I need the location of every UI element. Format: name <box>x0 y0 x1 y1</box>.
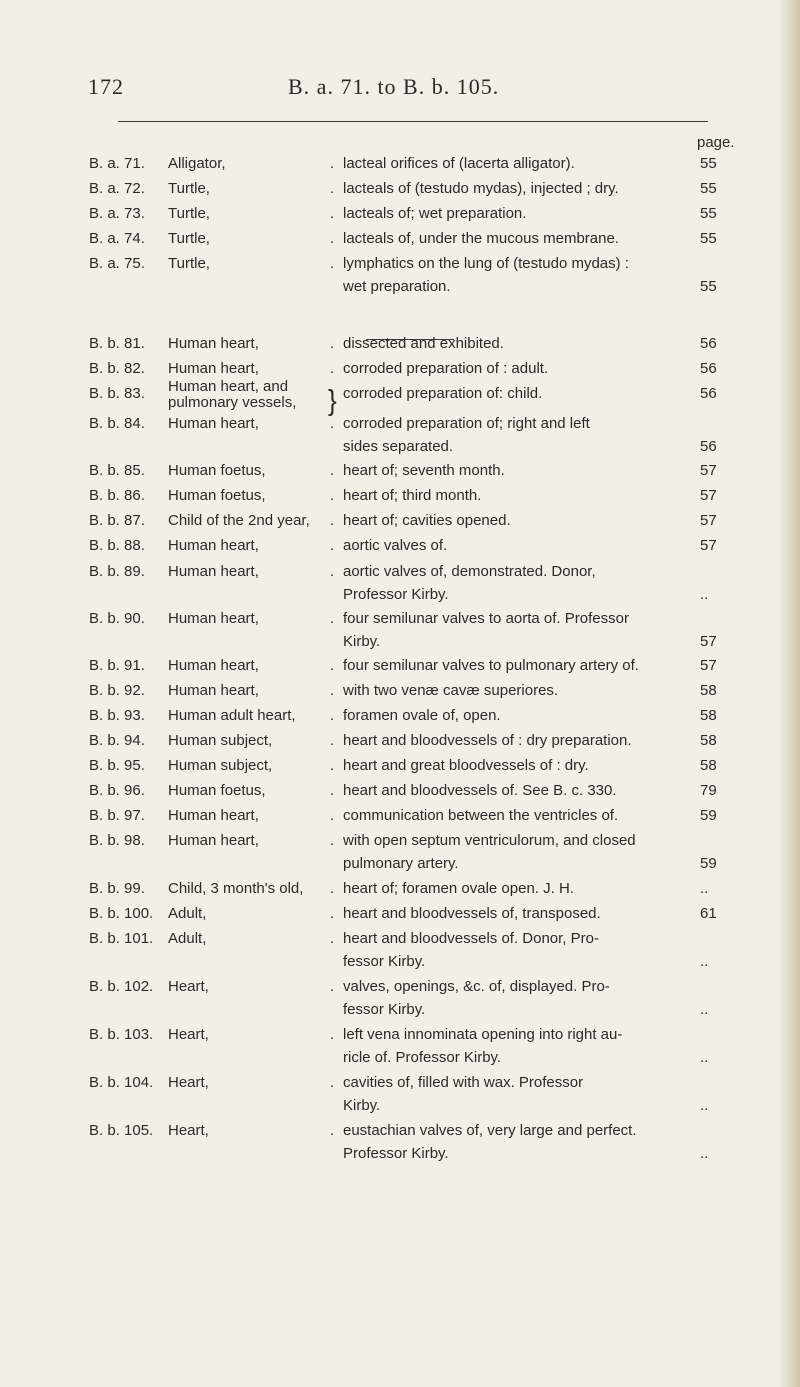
entry-subject: Human heart, <box>168 682 259 699</box>
leader-dot: . <box>330 462 335 479</box>
leader-dot: . <box>330 180 335 197</box>
entry-page-number: 55 <box>700 155 717 172</box>
entry-page-number: 56 <box>700 438 717 455</box>
entry-reference: B. b. 99. <box>89 880 145 897</box>
entry-subject: Human heart, <box>168 563 259 580</box>
entry-description: heart of; seventh month. <box>343 462 505 479</box>
entry-subject: Human foetus, <box>168 487 266 504</box>
entry-description: Professor Kirby. <box>343 586 449 603</box>
entry-description: fessor Kirby. <box>343 1001 426 1018</box>
entry-subject: Human foetus, <box>168 462 266 479</box>
running-title: B. a. 71. to B. b. 105. <box>288 74 500 99</box>
entry-reference: B. b. 95. <box>89 757 145 774</box>
entry-description: aortic valves of, demonstrated. Donor, <box>343 563 596 580</box>
entry-page-number: 61 <box>700 905 717 922</box>
brace-glyph: } <box>328 383 337 417</box>
page-number: 172 <box>88 74 124 99</box>
entry-subject: Child, 3 month's old, <box>168 880 304 897</box>
leader-dot: . <box>330 610 335 627</box>
catalogue-entry <box>0 930 800 976</box>
entry-description: heart of; third month. <box>343 487 482 504</box>
entry-subject: Human foetus, <box>168 782 266 799</box>
entry-description: Professor Kirby. <box>343 1145 449 1162</box>
entry-page-number: .. <box>700 953 709 970</box>
entry-subject: Human heart, <box>168 360 259 377</box>
entry-subject: Child of the 2nd year, <box>168 512 310 529</box>
entry-description: valves, openings, &c. of, displayed. Pro- <box>343 978 610 995</box>
entry-page-number: 57 <box>700 487 717 504</box>
entry-description: eustachian valves of, very large and perfect. <box>343 1122 637 1139</box>
entry-page-number: .. <box>700 586 709 603</box>
entry-description: left vena innominata opening into right au- <box>343 1026 623 1043</box>
leader-dot: . <box>330 205 335 222</box>
leader-dot: . <box>330 155 335 172</box>
entry-description: fessor Kirby. <box>343 953 426 970</box>
entry-description: sides separated. <box>343 438 454 455</box>
entry-page-number: .. <box>700 1097 709 1114</box>
entry-description: four semilunar valves to aorta of. Professor <box>343 610 629 627</box>
entry-reference: B. b. 88. <box>89 537 145 554</box>
leader-dot: . <box>330 255 335 272</box>
entry-subject: Heart, <box>168 1026 209 1043</box>
header-rule <box>118 121 708 122</box>
entry-subject: Turtle, <box>168 180 210 197</box>
entry-page-number: 57 <box>700 633 717 650</box>
entry-reference: B. b. 85. <box>89 462 145 479</box>
entry-page-number: 79 <box>700 782 717 799</box>
entry-description: communication between the ventricles of. <box>343 807 619 824</box>
catalogue-entry <box>0 1122 800 1168</box>
catalogue-entry <box>0 1026 800 1072</box>
entry-description: Kirby. <box>343 1097 381 1114</box>
entry-subject: Human heart, <box>168 657 259 674</box>
leader-dot: . <box>330 707 335 724</box>
entry-subject: Adult, <box>168 930 207 947</box>
entry-reference: B. b. 83. <box>89 385 145 402</box>
entry-reference: B. b. 104. <box>89 1074 154 1091</box>
catalogue-entry <box>0 563 800 609</box>
entry-description: lacteal orifices of (lacerta alligator). <box>343 155 575 172</box>
leader-dot: . <box>330 732 335 749</box>
entry-page-number: .. <box>700 1145 709 1162</box>
catalogue-entry <box>0 1074 800 1120</box>
entry-description: heart and bloodvessels of, transposed. <box>343 905 601 922</box>
entry-page-number: 58 <box>700 757 717 774</box>
entry-page-number: 57 <box>700 512 717 529</box>
catalogue-entry <box>0 255 800 301</box>
entry-reference: B. b. 87. <box>89 512 145 529</box>
leader-dot: . <box>330 335 335 352</box>
leader-dot: . <box>330 832 335 849</box>
entry-reference: B. b. 92. <box>89 682 145 699</box>
entry-page-number: 58 <box>700 682 717 699</box>
entry-description: lacteals of (testudo mydas), injected ; dry. <box>343 180 619 197</box>
entry-description: pulmonary artery. <box>343 855 459 872</box>
entry-page-number: 57 <box>700 537 717 554</box>
entry-description: heart and bloodvessels of. See B. c. 330. <box>343 782 617 799</box>
entry-subject: Human heart, <box>168 537 259 554</box>
entry-reference: B. b. 84. <box>89 415 145 432</box>
leader-dot: . <box>330 360 335 377</box>
entry-description: wet preparation. <box>343 278 451 295</box>
leader-dot: . <box>330 682 335 699</box>
entry-page-number: 57 <box>700 462 717 479</box>
entry-reference: B. a. 73. <box>89 205 145 222</box>
leader-dot: . <box>330 537 335 554</box>
leader-dot: . <box>330 563 335 580</box>
entry-page-number: 57 <box>700 657 717 674</box>
entry-reference: B. b. 91. <box>89 657 145 674</box>
entry-subject: Heart, <box>168 1074 209 1091</box>
entry-reference: B. b. 93. <box>89 707 145 724</box>
entry-description: heart of; foramen ovale open. J. H. <box>343 880 574 897</box>
entry-description: lacteals of, under the mucous membrane. <box>343 230 619 247</box>
entry-reference: B. b. 90. <box>89 610 145 627</box>
entry-page-number: .. <box>700 1049 709 1066</box>
entry-description: four semilunar valves to pulmonary artery of. <box>343 657 639 674</box>
entry-reference: B. a. 72. <box>89 180 145 197</box>
entry-subject: Turtle, <box>168 255 210 272</box>
entry-page-number: 55 <box>700 278 717 295</box>
leader-dot: . <box>330 880 335 897</box>
entry-description: corroded preparation of; right and left <box>343 415 590 432</box>
entry-subject: Human heart, <box>168 832 259 849</box>
entry-subject: Turtle, <box>168 205 210 222</box>
running-head <box>0 74 800 114</box>
entry-page-number: 59 <box>700 807 717 824</box>
entry-subject: Human heart, <box>168 415 259 432</box>
leader-dot: . <box>330 487 335 504</box>
catalogue-entry <box>0 415 800 461</box>
entry-description: dissected and exhibited. <box>343 335 504 352</box>
entry-description: foramen ovale of, open. <box>343 707 501 724</box>
entry-description: corroded preparation of : adult. <box>343 360 549 377</box>
entry-description: heart of; cavities opened. <box>343 512 511 529</box>
entry-subject: Turtle, <box>168 230 210 247</box>
leader-dot: . <box>330 807 335 824</box>
entry-reference: B. a. 75. <box>89 255 145 272</box>
entry-page-number: .. <box>700 880 709 897</box>
entry-page-number: 56 <box>700 335 717 352</box>
entry-description: cavities of, filled with wax. Professor <box>343 1074 584 1091</box>
entry-subject: Human heart, <box>168 610 259 627</box>
entry-page-number: 58 <box>700 732 717 749</box>
entry-reference: B. b. 100. <box>89 905 154 922</box>
entry-reference: B. b. 103. <box>89 1026 154 1043</box>
leader-dot: . <box>330 512 335 529</box>
entry-reference: B. b. 82. <box>89 360 145 377</box>
entry-reference: B. b. 101. <box>89 930 154 947</box>
entry-description: heart and bloodvessels of. Donor, Pro- <box>343 930 599 947</box>
entry-page-number: 55 <box>700 205 717 222</box>
leader-dot: . <box>330 415 335 432</box>
page-column-label: page. <box>697 134 735 151</box>
entry-description: corroded preparation of: child. <box>343 385 543 402</box>
entry-subject: Heart, <box>168 1122 209 1139</box>
entry-reference: B. a. 71. <box>89 155 145 172</box>
entry-subject: Human subject, <box>168 757 273 774</box>
entry-reference: B. b. 98. <box>89 832 145 849</box>
entry-reference: B. b. 105. <box>89 1122 154 1139</box>
leader-dot: . <box>330 1074 335 1091</box>
leader-dot: . <box>330 1122 335 1139</box>
entry-subject: Adult, <box>168 905 207 922</box>
entry-page-number: 55 <box>700 230 717 247</box>
entry-subject: Human heart, <box>168 807 259 824</box>
entry-description: heart and great bloodvessels of : dry. <box>343 757 589 774</box>
entry-reference: B. b. 89. <box>89 563 145 580</box>
entry-page-number: 58 <box>700 707 717 724</box>
leader-dot: . <box>330 757 335 774</box>
entry-page-number: 59 <box>700 855 717 872</box>
entry-description: ricle of. Professor Kirby. <box>343 1049 502 1066</box>
entry-page-number: .. <box>700 1001 709 1018</box>
entry-description: with open septum ventriculorum, and closed <box>343 832 636 849</box>
entry-subject: Human heart, and pulmonary vessels, <box>168 378 297 411</box>
leader-dot: . <box>330 978 335 995</box>
catalogue-entry <box>0 978 800 1024</box>
catalogue-entry <box>0 610 800 656</box>
entry-reference: B. b. 81. <box>89 335 145 352</box>
entry-description: with two venæ cavæ superiores. <box>343 682 559 699</box>
entry-reference: B. b. 94. <box>89 732 145 749</box>
entry-subject: Heart, <box>168 978 209 995</box>
leader-dot: . <box>330 1026 335 1043</box>
entry-reference: B. b. 96. <box>89 782 145 799</box>
entry-reference: B. b. 102. <box>89 978 154 995</box>
leader-dot: . <box>330 930 335 947</box>
entry-subject: Human adult heart, <box>168 707 296 724</box>
catalogue-entry <box>0 832 800 878</box>
entry-subject: Human heart, <box>168 335 259 352</box>
leader-dot: . <box>330 230 335 247</box>
entry-reference: B. a. 74. <box>89 230 145 247</box>
entry-subject: Human subject, <box>168 732 273 749</box>
entry-page-number: 56 <box>700 385 717 402</box>
entry-description: aortic valves of. <box>343 537 448 554</box>
entry-subject: Alligator, <box>168 155 226 172</box>
entry-description: heart and bloodvessels of : dry preparation. <box>343 732 632 749</box>
leader-dot: . <box>330 905 335 922</box>
entry-description: lymphatics on the lung of (testudo mydas) : <box>343 255 629 272</box>
entry-reference: B. b. 97. <box>89 807 145 824</box>
entry-description: Kirby. <box>343 633 381 650</box>
entry-reference: B. b. 86. <box>89 487 145 504</box>
entry-description: lacteals of; wet preparation. <box>343 205 527 222</box>
entry-page-number: 55 <box>700 180 717 197</box>
entry-page-number: 56 <box>700 360 717 377</box>
leader-dot: . <box>330 657 335 674</box>
leader-dot: . <box>330 782 335 799</box>
